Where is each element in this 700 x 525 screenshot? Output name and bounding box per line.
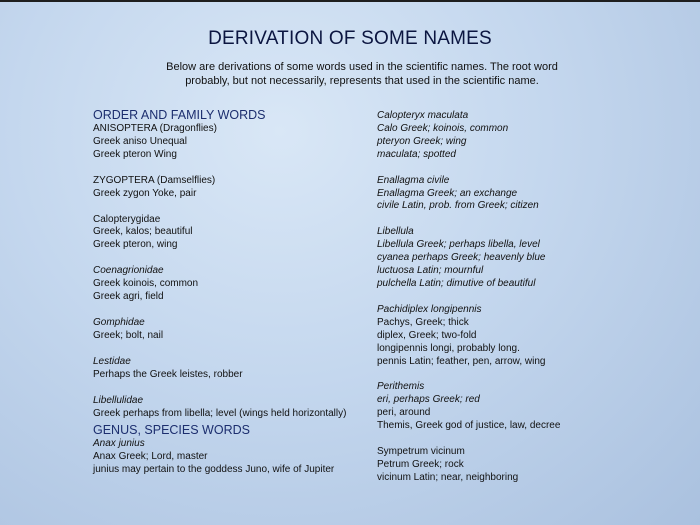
entry-line: maculata; spotted: [377, 148, 456, 160]
entry-line: Greek aniso Unequal: [93, 135, 187, 147]
right-column: [377, 110, 677, 498]
entry-block: [377, 304, 677, 369]
entry-line: Greek pteron, wing: [93, 239, 178, 251]
entry-line: luctuosa Latin; mournful: [377, 265, 484, 277]
entry-line: Pachys, Greek; thick: [377, 316, 469, 328]
genus-species-list: [93, 438, 363, 477]
entry-line: Calo Greek; koinois, common: [377, 122, 509, 134]
entry-line: Greek; bolt, nail: [93, 329, 164, 341]
entry-title: Anax junius: [93, 438, 145, 450]
entry-title: Gomphidae: [93, 316, 145, 328]
entry-line: Greek zygon Yoke, pair: [93, 187, 197, 199]
entry-line: Greek perhaps from libella; level (wings held horizontally): [93, 407, 347, 419]
entry-line: Greek, kalos; beautiful: [93, 226, 193, 238]
entry-title: Pachidiplex longipennis: [377, 303, 482, 315]
top-border: [0, 0, 700, 2]
order-family-list: [93, 123, 363, 420]
entry-title: Libellulidae: [93, 394, 144, 406]
entry-line: diplex, Greek; two-fold: [377, 329, 477, 341]
entry-line: Anax Greek; Lord, master: [93, 451, 208, 463]
entry-line: vicinum Latin; near, neighboring: [377, 471, 519, 483]
entry-line: peri, around: [377, 407, 431, 419]
order-family-heading: ORDER AND FAMILY WORDS: [93, 108, 266, 122]
entry-line: eri, perhaps Greek; red: [377, 394, 480, 406]
entry-line: civile Latin, prob. from Greek; citizen: [377, 200, 539, 212]
entry-title: ANISOPTERA (Dragonflies): [93, 123, 217, 134]
entry-title: Sympetrum vicinum: [377, 446, 465, 458]
entry-title: Calopterygidae: [93, 213, 161, 225]
entry-line: Enallagma Greek; an exchange: [377, 187, 518, 199]
entry-block: [93, 214, 363, 253]
entry-block: [93, 395, 363, 421]
entry-block: [93, 438, 363, 477]
entry-line: Perhaps the Greek leistes, robber: [93, 368, 243, 380]
entry-line: Greek pteron Wing: [93, 148, 177, 160]
page-title: DERIVATION OF SOME NAMES: [208, 28, 492, 49]
entry-title: Enallagma civile: [377, 174, 450, 186]
entry-line: pulchella Latin; dimutive of beautiful: [377, 277, 536, 289]
entry-title: Lestidae: [93, 355, 131, 367]
entry-block: [377, 226, 677, 291]
entry-block: [93, 265, 363, 304]
entry-line: Greek agri, field: [93, 291, 164, 303]
entry-block: [93, 175, 363, 201]
entry-line: longipennis longi, probably long.: [377, 342, 520, 354]
entry-title: Perithemis: [377, 381, 425, 393]
entry-line: Greek koinois, common: [93, 278, 199, 290]
entry-block: [377, 110, 677, 162]
intro-text: Below are derivations of some words used in the scientific names. The root word probably, but not necessarily, represents that used in the scientific name.: [166, 61, 558, 87]
entry-line: cyanea perhaps Greek; heavenly blue: [377, 252, 546, 264]
entry-block: [377, 446, 677, 485]
left-column: [93, 108, 363, 490]
entry-title: ZYGOPTERA (Damselflies): [93, 174, 216, 186]
entry-line: Themis, Greek god of justice, law, decree: [377, 420, 561, 432]
entry-title: Libellula: [377, 226, 414, 238]
entry-line: Libellula Greek; perhaps libella, level: [377, 239, 540, 251]
entry-block: [93, 356, 363, 382]
entry-line: pennis Latin; feather, pen, arrow, wing: [377, 355, 546, 367]
entry-block: [377, 175, 677, 214]
genus-species-heading: GENUS, SPECIES WORDS: [93, 423, 250, 438]
entry-line: pteryon Greek; wing: [377, 135, 467, 147]
entry-line: Petrum Greek; rock: [377, 458, 464, 470]
entry-title: Coenagrionidae: [93, 265, 164, 277]
entry-block: [93, 317, 363, 343]
entry-block: [93, 123, 363, 162]
entry-block: [377, 381, 677, 433]
species-list: [377, 110, 677, 485]
entry-line: junius may pertain to the goddess Juno, wife of Jupiter: [93, 464, 335, 476]
entry-title: Calopteryx maculata: [377, 110, 469, 121]
